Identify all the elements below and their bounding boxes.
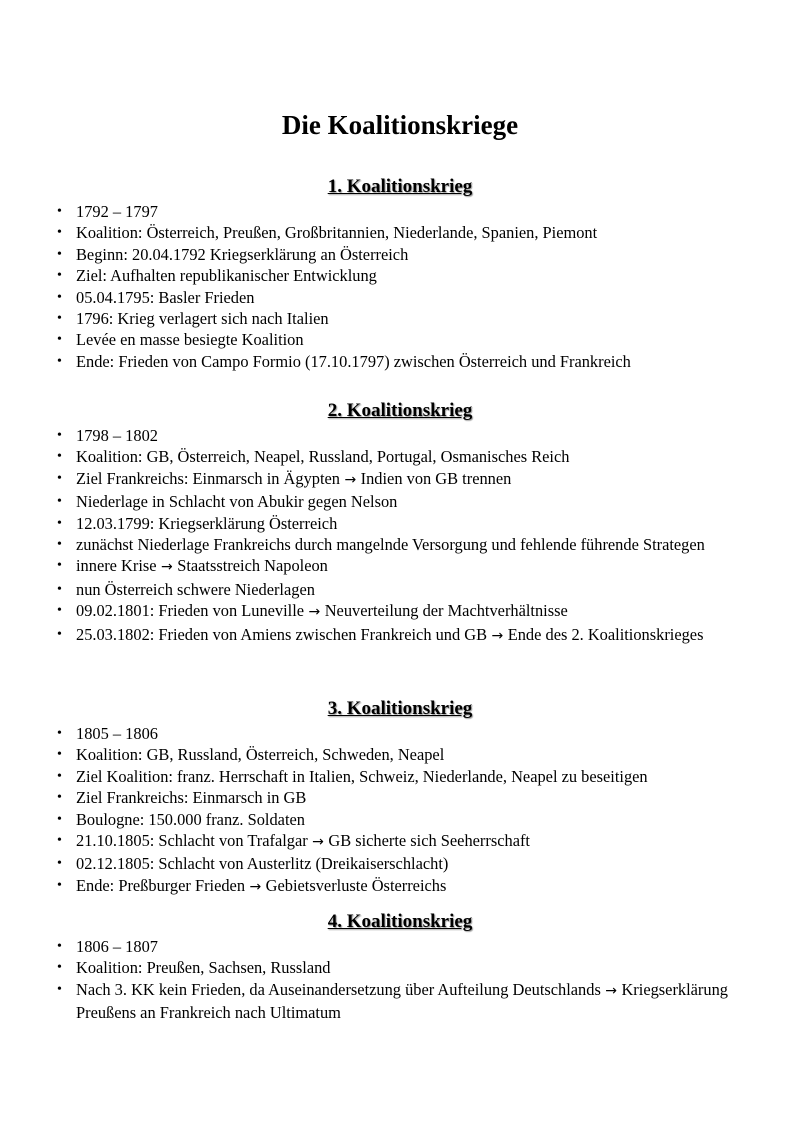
bullet-icon: • [57,311,62,327]
arrow-right-icon: → [307,834,329,851]
bullet-icon: • [57,833,62,849]
bullet-icon: • [57,246,62,262]
section-koalitionskrieg-1 [0,175,800,372]
list-item [0,351,800,372]
bullet-icon: • [57,332,62,348]
bullet-icon: • [57,603,62,619]
list-item-text: Neuverteilung der Machtverhältnisse [324,601,568,621]
list-item [0,468,800,491]
list-item-text: GB sicherte sich Seeherrschaft [328,831,530,851]
list-item-text: Boulogne: 150.000 franz. Soldaten [76,809,305,829]
list-item-text: Levée en masse besiegte Koalition [76,330,304,350]
list-item [0,957,800,978]
section-heading: 3. Koalitionskrieg [327,698,473,719]
list-item-text: Ziel: Aufhalten republikanischer Entwicklung [76,266,377,286]
list-item-text: 1792 – 1797 [76,202,158,221]
list-item [0,201,800,222]
list-item-text: Beginn: 20.04.1792 Kriegserklärung an Österreich [76,244,409,264]
list-item-text: zunächst Niederlage Frankreichs durch mangelnde Versorgung und fehlende führende Strategen [76,535,705,555]
list-item [0,830,800,853]
list-item-text: Ziel Koalition: franz. Herrschaft in Italien, Schweiz, Niederlande, Neapel zu beseitigen [76,766,648,786]
list-item [0,766,800,787]
list-item [0,600,800,623]
list-item [0,809,800,830]
bullet-icon: • [57,747,62,763]
list-item [0,513,800,534]
list-item-text: 25.03.1802: Frieden von Amiens zwischen Frankreich und GB [76,624,488,644]
list-item [0,555,800,578]
bullet-icon: • [57,537,62,553]
list-item [0,534,800,555]
list-item-text: Koalition: GB, Russland, Österreich, Schweden, Neapel [76,745,445,765]
section-koalitionskrieg-2 [0,399,800,647]
list-item [0,579,800,600]
bullet-icon: • [57,558,62,574]
arrow-right-icon: → [304,604,325,621]
bullet-icon: • [57,626,62,642]
document-title: Die Koalitionskriege [281,110,519,140]
list-item-text: 12.03.1799: Kriegserklärung Österreich [76,513,338,533]
list-item-text: Staatsstreich Napoleon [177,556,328,576]
list-item [0,624,800,647]
list-item-text: 21.10.1805: Schlacht von Trafalgar [76,831,308,851]
list-item [0,979,800,1024]
list-item-text: Indien von GB trennen [360,468,512,488]
bullet-list [0,201,800,372]
list-item [0,308,800,329]
list-item-text: Koalition: Preußen, Sachsen, Russland [76,958,331,978]
list-item-text: innere Krise [76,556,157,576]
list-item-text: Kriegserklärung Preußens an Frankreich nach Ultimatum [76,979,728,1023]
section-heading: 4. Koalitionskrieg [327,911,473,932]
list-item [0,446,800,467]
list-item-text: Ende des 2. Koalitionskrieges [507,624,704,644]
list-item [0,265,800,286]
list-item-text: 1806 – 1807 [76,937,158,956]
list-item-text: Koalition: GB, Österreich, Neapel, Russland, Portugal, Osmanisches Reich [76,447,570,467]
bullet-icon: • [57,960,62,976]
list-item-text: 09.02.1801: Frieden von Luneville [76,601,305,621]
bullet-icon: • [57,225,62,241]
list-item [0,222,800,243]
arrow-right-icon: → [340,471,361,488]
section-heading: 2. Koalitionskrieg [327,400,473,421]
list-item [0,787,800,808]
section-heading: 1. Koalitionskrieg [327,176,473,197]
list-item-text: Koalition: Österreich, Preußen, Großbritannien, Niederlande, Spanien, Piemont [76,223,598,243]
bullet-icon: • [57,289,62,305]
bullet-icon: • [57,981,62,997]
list-item-text: 02.12.1805: Schlacht von Austerlitz (Dreikaiserschlacht) [76,854,449,874]
section-koalitionskrieg-3 [0,697,800,898]
section-koalitionskrieg-4 [0,910,800,1024]
arrow-right-icon: → [600,982,622,999]
list-item [0,744,800,765]
bullet-list [0,936,800,1024]
list-item-text: Nach 3. KK kein Frieden, da Auseinandersetzung über Aufteilung Deutschlands [76,979,601,999]
bullet-icon: • [57,877,62,893]
list-item-text: 1798 – 1802 [76,426,158,445]
list-item [0,936,800,957]
bullet-icon: • [57,470,62,486]
bullet-list [0,425,800,647]
list-item-text: nun Österreich schwere Niederlagen [76,579,315,599]
list-item-text: Ende: Frieden von Campo Formio (17.10.1797) zwischen Österreich und Frankreich [76,351,631,371]
list-item-text: 1805 – 1806 [76,724,158,743]
list-item-text: Ziel Frankreichs: Einmarsch in GB [76,788,307,808]
bullet-icon: • [57,268,62,284]
bullet-icon: • [57,811,62,827]
bullet-icon: • [57,581,62,597]
list-item-text: 1796: Krieg verlagert sich nach Italien [76,309,329,329]
list-item-text: Ziel Frankreichs: Einmarsch in Ägypten [76,468,341,488]
arrow-right-icon: → [487,627,508,644]
bullet-list [0,723,800,898]
bullet-icon: • [57,768,62,784]
list-item-text: Niederlage in Schlacht von Abukir gegen Nelson [76,492,398,512]
list-item [0,425,800,446]
list-item-text: 05.04.1795: Basler Frieden [76,287,255,307]
bullet-icon: • [57,204,62,219]
list-item [0,287,800,308]
list-item-text: Ende: Preßburger Frieden [76,875,246,895]
list-item [0,853,800,874]
list-item [0,875,800,898]
list-item [0,244,800,265]
bullet-icon: • [57,428,62,443]
arrow-right-icon: → [245,878,266,895]
list-item [0,723,800,744]
arrow-right-icon: → [156,559,178,576]
bullet-icon: • [57,353,62,369]
bullet-icon: • [57,939,62,954]
bullet-icon: • [57,856,62,872]
bullet-icon: • [57,449,62,465]
list-item [0,329,800,350]
bullet-icon: • [57,494,62,510]
list-item-text: Gebietsverluste Österreichs [265,875,447,895]
bullet-icon: • [57,515,62,531]
list-item [0,491,800,512]
bullet-icon: • [57,790,62,806]
bullet-icon: • [57,726,62,741]
